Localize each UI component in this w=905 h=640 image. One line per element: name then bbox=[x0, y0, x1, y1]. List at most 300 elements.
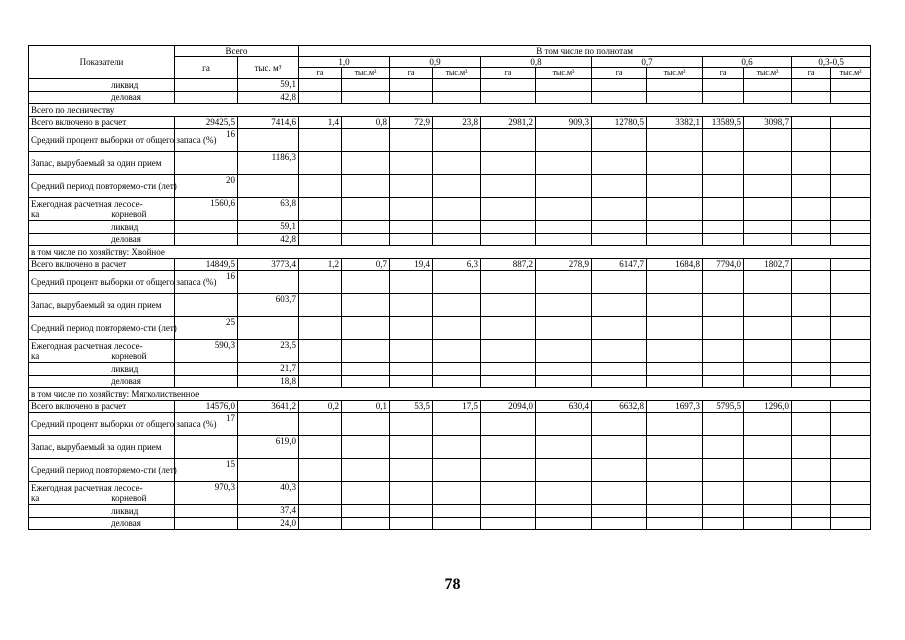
density-cell bbox=[792, 517, 831, 530]
table-row bbox=[29, 271, 871, 294]
density-cell bbox=[831, 294, 871, 317]
density-cell bbox=[744, 91, 792, 104]
density-cell bbox=[390, 221, 433, 234]
density-cell bbox=[744, 482, 792, 505]
density-cell bbox=[647, 233, 703, 246]
density-cell bbox=[592, 459, 647, 482]
density-cell bbox=[390, 375, 433, 388]
density-cell bbox=[647, 413, 703, 436]
density-cell bbox=[299, 517, 342, 530]
table-row bbox=[29, 116, 871, 129]
density-cell bbox=[390, 79, 433, 92]
density-cell bbox=[433, 482, 481, 505]
density-cell bbox=[592, 233, 647, 246]
density-cell bbox=[592, 482, 647, 505]
density-cell bbox=[792, 375, 831, 388]
row-label: Средний процент выборки от общего запаса (%) bbox=[29, 413, 175, 436]
density-cell bbox=[744, 294, 792, 317]
header-density: 0,7 bbox=[592, 57, 703, 68]
row-label-line: Ежегодная расчетная лесосе- bbox=[31, 341, 143, 351]
density-cell bbox=[299, 198, 342, 221]
density-cell bbox=[536, 271, 592, 294]
density-cell: 0,8 bbox=[342, 116, 390, 129]
total-ha-cell: 25 bbox=[175, 317, 238, 340]
density-cell bbox=[481, 152, 536, 175]
density-cell bbox=[703, 363, 744, 376]
total-volume-cell: 24,0 bbox=[238, 517, 299, 530]
density-cell: 0,7 bbox=[342, 258, 390, 271]
total-volume-cell: 59,1 bbox=[238, 221, 299, 234]
density-cell bbox=[481, 233, 536, 246]
density-cell bbox=[536, 294, 592, 317]
table-row bbox=[29, 375, 871, 388]
row-label: Средний процент выборки от общего запаса (%) bbox=[29, 271, 175, 294]
density-cell bbox=[592, 363, 647, 376]
density-cell bbox=[433, 294, 481, 317]
density-cell bbox=[703, 175, 744, 198]
density-cell bbox=[592, 294, 647, 317]
total-ha-cell bbox=[175, 375, 238, 388]
total-volume-cell bbox=[238, 459, 299, 482]
density-cell bbox=[831, 198, 871, 221]
density-cell bbox=[433, 129, 481, 152]
density-cell: 6147,7 bbox=[592, 258, 647, 271]
density-cell bbox=[342, 79, 390, 92]
density-cell: 1684,8 bbox=[647, 258, 703, 271]
table-row bbox=[29, 221, 871, 234]
density-cell bbox=[744, 375, 792, 388]
density-cell bbox=[536, 436, 592, 459]
density-cell bbox=[647, 129, 703, 152]
density-cell bbox=[299, 152, 342, 175]
density-cell bbox=[792, 317, 831, 340]
density-cell: 887,2 bbox=[481, 258, 536, 271]
total-ha-cell: 14849,5 bbox=[175, 258, 238, 271]
table-row bbox=[29, 79, 871, 92]
density-cell bbox=[390, 436, 433, 459]
density-cell bbox=[703, 317, 744, 340]
total-ha-cell: 17 bbox=[175, 413, 238, 436]
density-cell bbox=[592, 175, 647, 198]
density-cell bbox=[481, 294, 536, 317]
density-cell bbox=[744, 271, 792, 294]
density-cell bbox=[342, 294, 390, 317]
density-cell bbox=[299, 79, 342, 92]
table-row bbox=[29, 198, 871, 221]
density-cell bbox=[342, 375, 390, 388]
density-cell bbox=[831, 375, 871, 388]
table-row bbox=[29, 413, 871, 436]
density-cell bbox=[647, 175, 703, 198]
density-cell bbox=[703, 505, 744, 518]
density-cell bbox=[703, 482, 744, 505]
density-cell bbox=[299, 436, 342, 459]
density-cell bbox=[433, 505, 481, 518]
density-cell bbox=[536, 375, 592, 388]
density-cell bbox=[299, 340, 342, 363]
density-cell bbox=[536, 363, 592, 376]
density-cell bbox=[481, 340, 536, 363]
density-cell bbox=[390, 294, 433, 317]
density-cell bbox=[592, 221, 647, 234]
density-cell bbox=[792, 436, 831, 459]
density-cell: 1697,3 bbox=[647, 400, 703, 413]
density-cell bbox=[390, 271, 433, 294]
density-cell: 6632,8 bbox=[592, 400, 647, 413]
density-cell bbox=[536, 175, 592, 198]
density-cell bbox=[342, 175, 390, 198]
density-cell bbox=[647, 482, 703, 505]
density-cell bbox=[647, 271, 703, 294]
header-density: 1,0 bbox=[299, 57, 390, 68]
header-density: 0,6 bbox=[703, 57, 792, 68]
row-label: ликвид bbox=[29, 363, 175, 376]
density-cell bbox=[792, 233, 831, 246]
density-cell bbox=[342, 517, 390, 530]
density-cell bbox=[342, 317, 390, 340]
density-cell bbox=[792, 152, 831, 175]
density-cell bbox=[592, 413, 647, 436]
density-cell bbox=[536, 233, 592, 246]
density-cell bbox=[792, 505, 831, 518]
total-ha-cell bbox=[175, 505, 238, 518]
density-cell bbox=[299, 459, 342, 482]
total-volume-cell: 619,0 bbox=[238, 436, 299, 459]
density-cell bbox=[481, 517, 536, 530]
density-cell: 6,3 bbox=[433, 258, 481, 271]
density-cell bbox=[831, 517, 871, 530]
total-ha-cell bbox=[175, 294, 238, 317]
density-cell bbox=[592, 79, 647, 92]
density-cell bbox=[433, 91, 481, 104]
forest-calculation-table bbox=[28, 45, 871, 530]
density-cell bbox=[831, 221, 871, 234]
density-cell: 630,4 bbox=[536, 400, 592, 413]
density-cell bbox=[433, 363, 481, 376]
density-cell bbox=[703, 375, 744, 388]
density-cell bbox=[481, 198, 536, 221]
density-cell bbox=[744, 79, 792, 92]
density-cell bbox=[390, 175, 433, 198]
density-cell bbox=[390, 482, 433, 505]
density-cell bbox=[299, 413, 342, 436]
section-title: в том числе по хозяйству: Хвойное bbox=[29, 246, 871, 259]
header-unit-ha: га bbox=[792, 68, 831, 79]
table-row bbox=[29, 400, 871, 413]
density-cell bbox=[592, 517, 647, 530]
header-unit-volume: тыс.м³ bbox=[831, 68, 871, 79]
header-unit-volume: тыс.м³ bbox=[536, 68, 592, 79]
header-unit-ha: га bbox=[703, 68, 744, 79]
density-cell bbox=[592, 505, 647, 518]
density-cell bbox=[744, 129, 792, 152]
row-label-line: ка bbox=[31, 209, 40, 219]
density-cell bbox=[390, 317, 433, 340]
density-cell bbox=[792, 459, 831, 482]
density-cell bbox=[831, 459, 871, 482]
density-cell bbox=[390, 129, 433, 152]
header-total-ha: га bbox=[175, 57, 238, 79]
total-volume-cell: 18,8 bbox=[238, 375, 299, 388]
density-cell bbox=[831, 400, 871, 413]
total-volume-cell: 3773,4 bbox=[238, 258, 299, 271]
page-number: 78 bbox=[444, 576, 461, 593]
density-cell bbox=[647, 79, 703, 92]
density-cell: 2981,2 bbox=[481, 116, 536, 129]
density-cell: 3098,7 bbox=[744, 116, 792, 129]
density-cell bbox=[703, 152, 744, 175]
density-cell bbox=[744, 233, 792, 246]
density-cell bbox=[536, 505, 592, 518]
row-label: ликвид bbox=[29, 505, 175, 518]
density-cell bbox=[792, 175, 831, 198]
density-cell bbox=[481, 221, 536, 234]
density-cell bbox=[792, 198, 831, 221]
density-cell bbox=[536, 152, 592, 175]
density-cell bbox=[390, 340, 433, 363]
density-cell bbox=[831, 91, 871, 104]
density-cell bbox=[831, 129, 871, 152]
total-volume-cell: 23,5 bbox=[238, 340, 299, 363]
header-unit-volume: тыс.м³ bbox=[744, 68, 792, 79]
row-label: Запас, вырубаемый за один прием bbox=[29, 436, 175, 459]
density-cell bbox=[831, 116, 871, 129]
section-row bbox=[29, 388, 871, 401]
density-cell bbox=[342, 152, 390, 175]
density-cell bbox=[831, 436, 871, 459]
density-cell bbox=[703, 271, 744, 294]
density-cell bbox=[792, 258, 831, 271]
table-row bbox=[29, 317, 871, 340]
density-cell bbox=[647, 517, 703, 530]
density-cell bbox=[592, 129, 647, 152]
total-ha-cell: 15 bbox=[175, 459, 238, 482]
total-volume-cell: 1186,3 bbox=[238, 152, 299, 175]
header-unit-ha: га bbox=[299, 68, 342, 79]
density-cell bbox=[592, 436, 647, 459]
header-unit-volume: тыс.м³ bbox=[433, 68, 481, 79]
density-cell bbox=[647, 198, 703, 221]
density-cell bbox=[647, 91, 703, 104]
density-cell bbox=[299, 482, 342, 505]
density-cell bbox=[744, 317, 792, 340]
density-cell bbox=[744, 175, 792, 198]
density-cell bbox=[342, 198, 390, 221]
density-cell bbox=[390, 233, 433, 246]
density-cell bbox=[647, 459, 703, 482]
density-cell bbox=[831, 363, 871, 376]
density-cell bbox=[792, 116, 831, 129]
density-cell bbox=[433, 317, 481, 340]
total-ha-cell: 16 bbox=[175, 129, 238, 152]
density-cell bbox=[536, 340, 592, 363]
row-label bbox=[29, 340, 175, 363]
header-density: 0,8 bbox=[481, 57, 592, 68]
density-cell: 1802,7 bbox=[744, 258, 792, 271]
density-cell: 19,4 bbox=[390, 258, 433, 271]
row-label: Средний процент выборки от общего запаса (%) bbox=[29, 129, 175, 152]
density-cell bbox=[647, 436, 703, 459]
table-row bbox=[29, 505, 871, 518]
density-cell bbox=[831, 413, 871, 436]
density-cell bbox=[647, 340, 703, 363]
density-cell bbox=[536, 482, 592, 505]
total-ha-cell bbox=[175, 363, 238, 376]
density-cell bbox=[481, 175, 536, 198]
density-cell bbox=[536, 317, 592, 340]
row-label: Всего включено в расчет bbox=[29, 400, 175, 413]
density-cell bbox=[342, 129, 390, 152]
density-cell bbox=[299, 505, 342, 518]
density-cell bbox=[792, 91, 831, 104]
total-ha-cell: 14576,0 bbox=[175, 400, 238, 413]
density-cell bbox=[744, 459, 792, 482]
density-cell bbox=[744, 221, 792, 234]
density-cell bbox=[433, 517, 481, 530]
row-label-subtype: корневой bbox=[111, 493, 147, 503]
density-cell bbox=[792, 400, 831, 413]
density-cell bbox=[744, 363, 792, 376]
row-label-line: Ежегодная расчетная лесосе- bbox=[31, 483, 143, 493]
density-cell bbox=[831, 152, 871, 175]
density-cell: 72,9 bbox=[390, 116, 433, 129]
row-label bbox=[29, 198, 175, 221]
density-cell bbox=[792, 482, 831, 505]
density-cell: 0,2 bbox=[299, 400, 342, 413]
section-title: Всего по лесничеству bbox=[29, 104, 871, 117]
density-cell bbox=[744, 152, 792, 175]
section-title: в том числе по хозяйству: Мягколиственное bbox=[29, 388, 871, 401]
total-ha-cell bbox=[175, 79, 238, 92]
table-row bbox=[29, 363, 871, 376]
row-label: Средний период повторяемо-сти (лет) bbox=[29, 175, 175, 198]
total-ha-cell bbox=[175, 436, 238, 459]
density-cell bbox=[647, 221, 703, 234]
total-volume-cell: 42,8 bbox=[238, 233, 299, 246]
density-cell bbox=[390, 517, 433, 530]
header-row-top bbox=[29, 46, 871, 57]
density-cell: 23,8 bbox=[433, 116, 481, 129]
density-cell bbox=[342, 482, 390, 505]
header-density: 0,9 bbox=[390, 57, 481, 68]
total-volume-cell bbox=[238, 175, 299, 198]
density-cell: 1,4 bbox=[299, 116, 342, 129]
row-label-line: ка bbox=[31, 351, 40, 361]
density-cell bbox=[433, 340, 481, 363]
density-cell bbox=[703, 91, 744, 104]
table-row bbox=[29, 129, 871, 152]
density-cell bbox=[433, 175, 481, 198]
table-row bbox=[29, 91, 871, 104]
total-ha-cell: 16 bbox=[175, 271, 238, 294]
table-row bbox=[29, 294, 871, 317]
density-cell bbox=[299, 91, 342, 104]
density-cell: 2094,0 bbox=[481, 400, 536, 413]
density-cell bbox=[744, 505, 792, 518]
density-cell bbox=[536, 129, 592, 152]
density-cell bbox=[647, 375, 703, 388]
total-volume-cell: 42,8 bbox=[238, 91, 299, 104]
density-cell bbox=[831, 340, 871, 363]
density-cell bbox=[647, 363, 703, 376]
total-volume-cell: 3641,2 bbox=[238, 400, 299, 413]
density-cell bbox=[792, 340, 831, 363]
section-row bbox=[29, 104, 871, 117]
density-cell bbox=[299, 129, 342, 152]
density-cell bbox=[433, 413, 481, 436]
density-cell: 278,9 bbox=[536, 258, 592, 271]
density-cell bbox=[744, 413, 792, 436]
density-cell bbox=[647, 294, 703, 317]
density-cell bbox=[792, 271, 831, 294]
density-cell bbox=[481, 271, 536, 294]
density-cell bbox=[390, 505, 433, 518]
total-ha-cell: 1560,6 bbox=[175, 198, 238, 221]
density-cell bbox=[703, 294, 744, 317]
total-ha-cell bbox=[175, 517, 238, 530]
density-cell bbox=[390, 152, 433, 175]
density-cell bbox=[433, 221, 481, 234]
density-cell bbox=[703, 517, 744, 530]
header-density: 0,3-0,5 bbox=[792, 57, 871, 68]
density-cell bbox=[792, 129, 831, 152]
density-cell bbox=[647, 152, 703, 175]
header-total-volume: тыс. м³ bbox=[238, 57, 299, 79]
density-cell bbox=[703, 340, 744, 363]
total-volume-cell bbox=[238, 129, 299, 152]
density-cell bbox=[703, 459, 744, 482]
density-cell bbox=[592, 317, 647, 340]
density-cell bbox=[536, 413, 592, 436]
density-cell bbox=[481, 482, 536, 505]
row-label: деловая bbox=[29, 233, 175, 246]
density-cell bbox=[342, 459, 390, 482]
density-cell: 5795,5 bbox=[703, 400, 744, 413]
density-cell bbox=[792, 79, 831, 92]
total-volume-cell: 37,4 bbox=[238, 505, 299, 518]
total-volume-cell: 59,1 bbox=[238, 79, 299, 92]
row-label bbox=[29, 482, 175, 505]
row-label: Средний период повторяемо-сти (лет) bbox=[29, 459, 175, 482]
table-row bbox=[29, 436, 871, 459]
density-cell bbox=[831, 233, 871, 246]
density-cell bbox=[390, 413, 433, 436]
total-volume-cell: 603,7 bbox=[238, 294, 299, 317]
density-cell bbox=[831, 175, 871, 198]
row-label: Запас, вырубаемый за один прием bbox=[29, 152, 175, 175]
total-ha-cell bbox=[175, 233, 238, 246]
total-ha-cell: 29425,5 bbox=[175, 116, 238, 129]
section-row bbox=[29, 246, 871, 259]
table-body bbox=[29, 79, 871, 530]
density-cell bbox=[536, 198, 592, 221]
row-label: деловая bbox=[29, 375, 175, 388]
row-label-subtype: корневой bbox=[111, 209, 147, 219]
density-cell bbox=[481, 363, 536, 376]
density-cell bbox=[299, 375, 342, 388]
density-cell bbox=[390, 91, 433, 104]
row-label: Всего включено в расчет bbox=[29, 258, 175, 271]
density-cell bbox=[744, 198, 792, 221]
density-cell bbox=[299, 221, 342, 234]
density-cell bbox=[299, 363, 342, 376]
density-cell bbox=[481, 505, 536, 518]
density-cell: 12780,5 bbox=[592, 116, 647, 129]
density-cell bbox=[342, 91, 390, 104]
density-cell bbox=[703, 79, 744, 92]
density-cell bbox=[299, 317, 342, 340]
density-cell bbox=[481, 91, 536, 104]
